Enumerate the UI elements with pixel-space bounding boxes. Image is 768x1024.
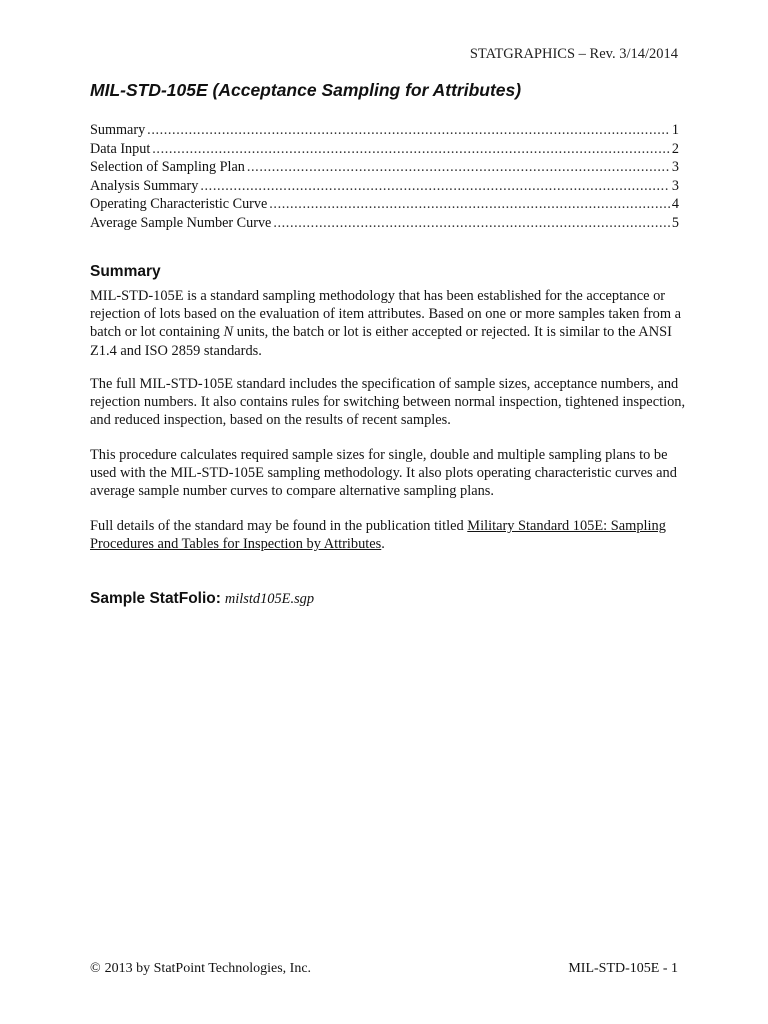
toc-entry[interactable] <box>90 177 679 196</box>
statfolio-label: Sample StatFolio: <box>90 590 221 607</box>
summary-p1-text-a: MIL-STD-105E is a standard sampling methodology that has been established for the acceptance or rejection of lots based on the evaluation of item attributes. Based on one or more samples taken from a batch or lot containing <box>90 288 682 341</box>
toc-entry[interactable] <box>90 121 679 140</box>
toc-dot-leader <box>200 177 670 196</box>
toc-entry-label: Summary <box>90 122 146 138</box>
summary-p4-text-a: Full details of the standard may be found in the publication titled <box>90 518 468 534</box>
toc-entry-page: 1 <box>671 122 679 138</box>
summary-heading: Summary <box>90 263 161 280</box>
toc-entry-label: Analysis Summary <box>90 177 199 194</box>
toc-entry[interactable] <box>90 140 679 159</box>
toc-dot-leader <box>147 121 670 140</box>
toc-entry-label: Operating Characteristic Curve <box>90 196 268 213</box>
summary-paragraph-3: This procedure calculates required sample sizes for single, double and multiple sampling plans to be used with the MIL-STD-105E sampling methodology. It also plots operating characteristic curves and average sample number curves to compare alternative sampling plans. <box>90 447 677 500</box>
toc-entry-page: 3 <box>671 159 679 176</box>
toc-entry[interactable] <box>90 195 679 214</box>
toc-dot-leader <box>273 214 670 233</box>
summary-p1-text-b: units, the batch or lot is either accepted or rejected. It is similar to the ANSI Z1.4 and ISO 2859 standards. <box>90 324 672 359</box>
toc-entry-label: Data Input <box>90 140 151 157</box>
document-title: MIL-STD-105E (Acceptance Sampling for Attributes) <box>90 80 522 100</box>
toc-entry-label: Selection of Sampling Plan <box>90 159 245 176</box>
toc-entry-page: 5 <box>671 214 679 231</box>
toc-entry[interactable] <box>90 158 679 177</box>
toc-dot-leader <box>247 158 670 177</box>
summary-paragraph-4 <box>90 517 690 553</box>
toc-entry-page: 3 <box>671 177 679 194</box>
toc-entry-label: Average Sample Number Curve <box>90 214 272 231</box>
summary-p4-text-b: . <box>381 536 385 553</box>
copyright-icon: © <box>90 961 101 976</box>
table-of-contents <box>90 121 679 233</box>
copyright-text: 2013 by StatPoint Technologies, Inc. <box>104 961 312 976</box>
page-footer-number: MIL-STD-105E - 1 <box>568 961 678 976</box>
toc-entry-page: 4 <box>671 196 679 213</box>
toc-dot-leader <box>269 195 670 214</box>
summary-paragraph-1 <box>90 287 690 360</box>
publication-link[interactable]: Military Standard 105E: Sampling Procedures and Tables for Inspection by Attributes <box>90 518 666 553</box>
summary-p1-variable: N <box>223 324 234 341</box>
toc-entry-page: 2 <box>671 140 679 157</box>
toc-entry[interactable] <box>90 214 679 233</box>
page-header: STATGRAPHICS – Rev. 3/14/2014 <box>469 46 678 62</box>
page-footer-copyright <box>90 961 311 977</box>
statfolio-filename: milstd105E.sgp <box>224 591 315 607</box>
summary-paragraph-2: The full MIL-STD-105E standard includes the specification of sample sizes, acceptance numbers, and rejection numbers. It also contains rules for switching between normal inspection, tightened inspection, and reduced inspection, based on the results of recent samples. <box>90 376 686 429</box>
sample-statfolio <box>90 590 314 608</box>
toc-dot-leader <box>152 140 670 159</box>
